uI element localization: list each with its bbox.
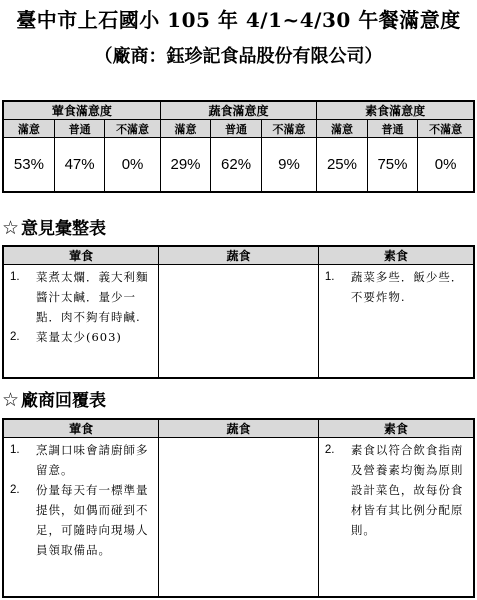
item-text: 素食以符合飲食指南及營養素均衡為原則設計菜色，故每份食材皆有其比例分配原則。: [350, 443, 464, 537]
satisfaction-values-row: [3, 138, 474, 193]
feedback-vegan-list: [319, 267, 473, 307]
meat-satisfied-value: 53%: [3, 138, 54, 193]
satisfaction-subheader-row: [3, 120, 474, 138]
feedback-meat-header: 葷食: [3, 246, 159, 265]
veg-neutral-header: 普通: [211, 120, 262, 138]
vegan-unsatisfied-value: 0%: [418, 138, 474, 193]
vegan-satisfied-header: 滿意: [317, 120, 368, 138]
meat-neutral-value: 47%: [54, 138, 105, 193]
vendor-subtitle: （廠商：鈺珍記食品股份有限公司）: [94, 46, 383, 67]
star-icon: ☆: [2, 389, 20, 411]
veg-unsatisfied-header: 不滿意: [261, 120, 316, 138]
feedback-veg-header: 蔬食: [159, 246, 319, 265]
meat-satisfied-header: 滿意: [3, 120, 54, 138]
feedback-section-heading: [2, 214, 106, 239]
reply-header-row: [3, 419, 474, 438]
feedback-header-row: [3, 246, 474, 265]
reply-section-heading: [2, 386, 106, 411]
feedback-meat-item: [4, 267, 154, 327]
item-text: 菜量太少(603): [36, 330, 122, 344]
item-number: 2.: [10, 484, 20, 496]
reply-vegan-header: 素食: [318, 419, 474, 438]
feedback-meat-item: [4, 327, 154, 347]
feedback-vegan-header: 素食: [318, 246, 474, 265]
vegan-neutral-value: 75%: [367, 138, 418, 193]
reply-meat-header: 葷食: [3, 419, 159, 438]
item-number: 1.: [324, 271, 335, 283]
feedback-body-row: [3, 265, 474, 379]
vegan-neutral-header: 普通: [367, 120, 418, 138]
reply-meat-item: [4, 480, 154, 560]
item-text: 蔬菜多些．飯少些．不要炸物.: [350, 270, 464, 304]
item-text: 烹調口味會請廚師多留意。: [36, 443, 149, 477]
reply-meat-list: [4, 440, 158, 560]
reply-vegan-cell: [318, 438, 474, 598]
feedback-vegan-item: [319, 267, 469, 307]
reply-veg-cell: [159, 438, 319, 598]
item-number: 1.: [10, 444, 20, 456]
reply-vegan-item: [319, 440, 469, 540]
veg-unsatisfied-value: 9%: [261, 138, 316, 193]
reply-body-row: [3, 438, 474, 598]
item-number: 1.: [10, 271, 20, 283]
meat-unsatisfied-value: 0%: [105, 138, 160, 193]
item-number: 2.: [324, 444, 335, 456]
feedback-vegan-cell: [318, 265, 474, 379]
feedback-meat-cell: [3, 265, 159, 379]
feedback-veg-cell: [159, 265, 319, 379]
item-text: 份量每天有一標準量提供，如偶而碰到不足，可隨時向現場人員領取備品。: [36, 483, 149, 557]
meat-satisfaction-header: 葷食滿意度: [3, 101, 160, 120]
reply-veg-header: 蔬食: [159, 419, 319, 438]
reply-section-title: 廠商回覆表: [21, 391, 107, 411]
star-icon: ☆: [2, 217, 20, 239]
reply-table: [2, 418, 475, 598]
item-number: 2.: [10, 331, 20, 343]
satisfaction-table: [2, 100, 475, 193]
vegan-unsatisfied-header: 不滿意: [418, 120, 474, 138]
reply-vegan-list: [319, 440, 473, 540]
vegan-satisfaction-header: 素食滿意度: [317, 101, 474, 120]
page-title: 臺中市上石國小 105 年 4/1~4/30 午餐滿意度: [16, 8, 461, 32]
veg-satisfaction-header: 蔬食滿意度: [160, 101, 316, 120]
feedback-meat-list: [4, 267, 158, 347]
item-text: 菜煮太爛．義大利麵醬汁太鹹．量少一點．肉不夠有時鹹.: [36, 270, 149, 324]
veg-satisfied-value: 29%: [160, 138, 211, 193]
meat-neutral-header: 普通: [54, 120, 105, 138]
veg-neutral-value: 62%: [211, 138, 262, 193]
veg-satisfied-header: 滿意: [160, 120, 211, 138]
satisfaction-group-row: [3, 101, 474, 120]
reply-meat-item: [4, 440, 154, 480]
meat-unsatisfied-header: 不滿意: [105, 120, 160, 138]
feedback-table: [2, 245, 475, 379]
vegan-satisfied-value: 25%: [317, 138, 368, 193]
reply-meat-cell: [3, 438, 159, 598]
feedback-section-title: 意見彙整表: [21, 219, 107, 239]
